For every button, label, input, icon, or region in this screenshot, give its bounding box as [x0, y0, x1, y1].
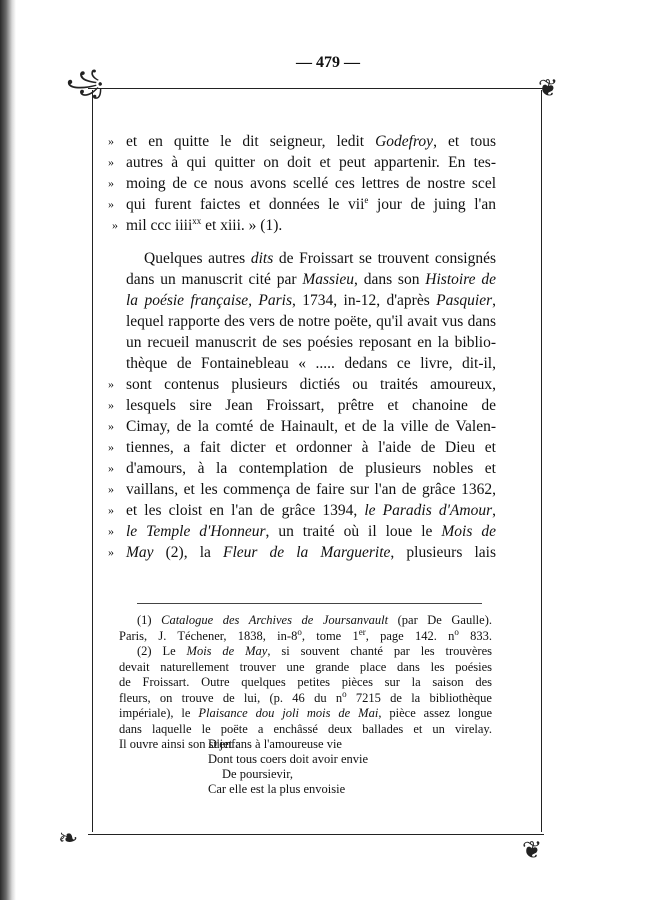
italic-text: la poésie française, Paris	[126, 292, 292, 309]
page-edge-shadow	[0, 0, 16, 900]
text-run: devait naturellement trouver une grande place dans les poésies	[119, 659, 492, 674]
text-run: , plusieurs lais	[390, 544, 496, 561]
quote-mark: »	[108, 155, 114, 169]
text-run: , dans son	[354, 271, 426, 288]
text-run: 7215 de la bibliothèque	[346, 690, 492, 705]
text-run: , et tous	[433, 133, 496, 150]
body-text-line	[126, 353, 496, 374]
body-text-line	[126, 311, 496, 332]
body-text-line	[108, 416, 496, 437]
text-run: mil ccc iiii	[126, 217, 193, 234]
corner-ornament-bottom-left-icon: ❧	[58, 824, 79, 852]
footnote-line	[119, 675, 492, 691]
quote-mark: »	[108, 503, 114, 517]
paragraph-gap	[126, 236, 496, 248]
text-run: , page 142. n	[365, 628, 455, 643]
body-text-line	[108, 152, 496, 173]
body-text-line	[108, 500, 496, 521]
text-run: Paris, J. Téchener, 1838, in-8	[119, 628, 298, 643]
text-run: (par De Gaulle).	[388, 613, 492, 627]
text-run: moing de ce nous avons scellé ces lettres de nostre scel	[126, 175, 496, 192]
italic-text: dits	[250, 250, 274, 267]
superscript-text: e	[364, 194, 369, 205]
text-run: , tome 1	[301, 628, 359, 643]
footnotes-block	[119, 613, 492, 753]
text-run: et xiii. » (1).	[201, 217, 283, 234]
text-run: (2), la	[153, 544, 223, 561]
body-text-line	[108, 521, 496, 542]
text-run: et les cloist en l'an de grâce 1394,	[126, 502, 365, 519]
body-text-line	[126, 248, 496, 269]
quote-mark: »	[108, 440, 114, 454]
body-text-line	[126, 269, 496, 290]
quote-mark: »	[108, 482, 114, 496]
quote-mark: »	[108, 197, 114, 211]
text-run: sont contenus plusieurs dictiés ou traités amoureux,	[126, 376, 496, 393]
footnote-line	[119, 688, 492, 707]
italic-text: May	[126, 544, 154, 561]
italic-text: Pasquier	[436, 292, 493, 309]
text-run: , pièce assez longue	[378, 706, 492, 720]
text-run: dans un manuscrit cité par	[126, 271, 303, 288]
body-text-line	[108, 458, 496, 479]
superscript-text: er	[358, 626, 366, 637]
text-run: de Froissart se trouvent consignés	[273, 250, 496, 267]
text-run: et en quitte le dit seigneur, ledit	[126, 133, 376, 150]
quote-mark: »	[112, 218, 118, 232]
quote-mark: »	[108, 176, 114, 190]
text-run: autres à qui quitter on doit et peut appartenir. En tes-	[126, 154, 496, 171]
body-text-line	[108, 542, 496, 563]
body-text-line	[108, 374, 496, 395]
text-run: d'amours, à la contemplation de plusieurs nobles et	[126, 460, 496, 477]
italic-text: Histoire de	[425, 271, 496, 288]
footnote-separator	[137, 603, 482, 604]
text-run: jour de juing l'an	[368, 196, 496, 213]
page-border-top	[88, 88, 544, 89]
page-number: — 479 —	[296, 54, 360, 71]
quote-mark: »	[108, 398, 114, 412]
superscript-text: o	[454, 626, 459, 637]
footnote-line	[119, 706, 492, 722]
text-run: tiennes, a fait dicter et ordonner à l'aide de Dieu et	[126, 439, 496, 456]
text-run: Cimay, de la comté de Hainault, et de la ville de Valen-	[126, 418, 496, 435]
body-text-line	[126, 332, 496, 353]
text-run: qui furent faictes et données le vii	[126, 196, 365, 213]
italic-text: Massieu	[302, 271, 354, 288]
quote-mark: »	[108, 461, 114, 475]
italic-text: Godefroy	[375, 133, 434, 150]
italic-text: le Paradis d'Amour	[364, 502, 493, 519]
text-run: lesquels sire Jean Froissart, prêtre et chanoine de	[126, 397, 496, 414]
verse-line-4: Car elle est la plus envoisie	[208, 782, 346, 796]
body-text-line	[108, 131, 496, 152]
text-run: impériale), le	[119, 706, 199, 720]
text-run: ,	[492, 292, 496, 309]
main-text-block	[108, 131, 496, 563]
italic-text: Fleur de la Marguerite	[222, 544, 391, 561]
body-text-line	[108, 173, 496, 194]
text-run: Il ouvre ainsi son sujet :	[119, 737, 239, 751]
text-run: fleurs, on trouve de lui, (p. 46 du n	[119, 690, 343, 705]
italic-text: Catalogue des Archives de Joursanvault	[161, 613, 389, 627]
text-run: 833.	[458, 628, 493, 643]
corner-ornament-top-left-icon: ꧁	[66, 68, 104, 96]
quote-mark: »	[108, 419, 114, 433]
text-run: vaillans, et les commença de faire sur l'an de grâce 1362,	[126, 481, 496, 498]
text-run: , un traité où il loue le	[265, 523, 442, 540]
text-run: ,	[492, 502, 496, 519]
quote-mark: »	[108, 524, 114, 538]
corner-ornament-top-right-icon: ❦	[538, 74, 559, 102]
text-run: , 1734, in-12, d'après	[291, 292, 437, 309]
body-text-line	[112, 215, 496, 236]
corner-ornament-bottom-right-icon: ❦	[522, 836, 543, 864]
body-text-line	[126, 290, 496, 311]
footnote-line	[119, 626, 493, 645]
text-run: thèque de Fontainebleau « ..... dedans ce livre, dit-il,	[126, 355, 496, 372]
body-text-line	[108, 194, 496, 215]
italic-text: Mois de	[441, 523, 496, 540]
verse-line-1: D'enfans à l'amoureuse vie	[208, 737, 342, 751]
text-run: Quelques autres	[144, 250, 251, 267]
body-text-line	[108, 479, 496, 500]
body-text-line	[108, 437, 496, 458]
superscript-text: o	[297, 626, 302, 637]
text-run: lequel rapporte des vers de notre poëte, qu'il avait vus dans	[126, 313, 496, 330]
page-border-bottom	[88, 834, 544, 835]
superscript-text: xx	[192, 215, 202, 226]
text-run: (2) Le	[137, 644, 187, 658]
superscript-text: o	[342, 688, 347, 699]
text-run: dans laquelle le poëte a enchâssé deux ballades et un virelay.	[119, 721, 492, 736]
quote-mark: »	[108, 377, 114, 391]
italic-text: Plaisance dou joli mois de Mai	[198, 706, 379, 720]
quote-mark: »	[108, 545, 114, 559]
italic-text: le Temple d'Honneur	[126, 523, 266, 540]
text-run: , si souvent chanté par les trouvères	[267, 644, 492, 658]
footnote-line	[119, 722, 492, 738]
text-run: un recueil manuscrit de ses poésies reposant en la biblio-	[126, 334, 496, 351]
text-run: de Froissart. Outre quelques petites pièces sur la saison des	[119, 675, 492, 689]
verse-line-2: Dont tous coers doit avoir envie	[208, 752, 369, 766]
quote-mark: »	[108, 134, 114, 148]
footnote-line	[119, 644, 492, 660]
footnote-line	[119, 660, 492, 676]
footnote-line	[119, 613, 492, 629]
italic-text: Mois de May	[186, 644, 268, 658]
verse-line-3: De poursievir,	[222, 767, 294, 781]
body-text-line	[108, 395, 496, 416]
text-run: (1)	[137, 613, 162, 627]
